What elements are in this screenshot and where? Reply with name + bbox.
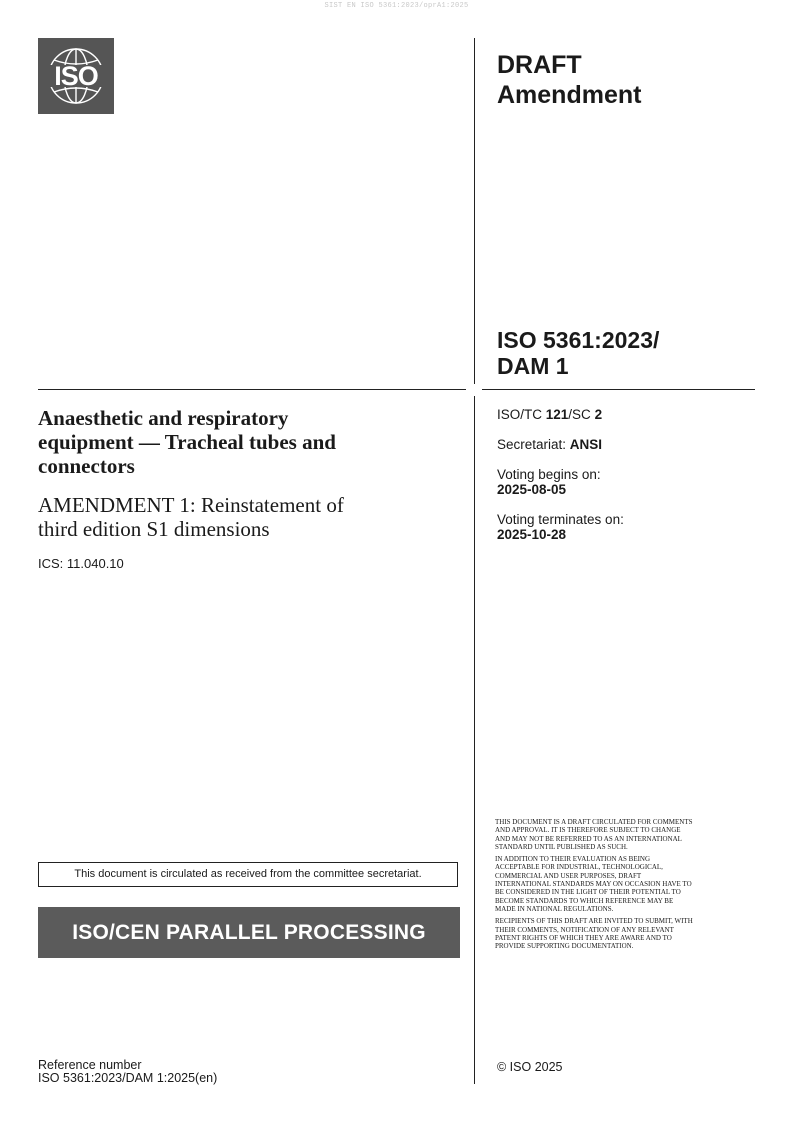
- copyright: © ISO 2025: [497, 1060, 563, 1074]
- sc-prefix: /SC: [568, 407, 595, 422]
- sc-number: 2: [594, 407, 603, 422]
- vertical-divider-bottom: [474, 396, 475, 1084]
- title-line: connectors: [38, 454, 135, 478]
- reference-number: [38, 1059, 217, 1085]
- tc-prefix: ISO/TC: [497, 407, 546, 422]
- iso-logo: [38, 38, 114, 114]
- amendment-title: [38, 493, 458, 541]
- draft-disclaimer: [495, 818, 695, 954]
- watermark: SIST EN ISO 5361:2023/oprA1:2025: [324, 2, 469, 10]
- document-title: [38, 406, 458, 478]
- voting-terminates: [497, 512, 624, 542]
- document-number-line2: DAM 1: [497, 353, 569, 379]
- ics-code: ICS: 11.040.10: [38, 556, 124, 571]
- title-line: equipment — Tracheal tubes and: [38, 430, 336, 454]
- draft-line: DRAFT: [497, 51, 582, 79]
- document-number: [497, 327, 757, 379]
- tc-number: 121: [545, 407, 569, 422]
- circulation-notice: This document is circulated as received from the committee secretariat.: [38, 862, 458, 887]
- disclaimer-paragraph: RECIPIENTS OF THIS DRAFT ARE INVITED TO SUBMIT, WITH THEIR COMMENTS, NOTIFICATION OF ANY RELEVANT PATENT RIGHTS OF WHICH THEY ARE AWARE AND TO PROVIDE SUPPORTING DOCUMENTATION.: [495, 917, 693, 951]
- secretariat-label: Secretariat:: [497, 437, 570, 452]
- reference-value: ISO 5361:2023/DAM 1:2025(en): [38, 1071, 218, 1085]
- amendment-title-line: third edition S1 dimensions: [38, 517, 270, 541]
- voting-begins-label: Voting begins on:: [497, 467, 601, 482]
- committee-info: [497, 407, 602, 422]
- parallel-processing-banner: ISO/CEN PARALLEL PROCESSING: [38, 907, 460, 958]
- amendment-line: Amendment: [497, 81, 642, 109]
- title-line: Anaesthetic and respiratory: [38, 406, 289, 430]
- secretariat-value: ANSI: [569, 437, 603, 452]
- vertical-divider-top: [474, 38, 475, 384]
- horizontal-divider-left: [38, 389, 466, 390]
- secretariat: [497, 437, 602, 452]
- document-number-line1: ISO 5361:2023/: [497, 327, 660, 353]
- voting-begins-date: 2025-08-05: [497, 482, 567, 497]
- disclaimer-paragraph: IN ADDITION TO THEIR EVALUATION AS BEING ACCEPTABLE FOR INDUSTRIAL, TECHNOLOGICAL, COMMERCIAL AND USER PURPOSES, DRAFT INTERNATIONAL STANDARDS MAY ON OCCASION HAVE TO BE CONSIDERED IN THE LIGHT OF THEIR POTENTIAL TO BECOME STANDARDS TO WHICH REFERENCE MAY BE MADE IN NATIONAL REGULATIONS.: [495, 855, 692, 913]
- horizontal-divider-right: [482, 389, 755, 390]
- draft-heading: [497, 50, 757, 110]
- disclaimer-paragraph: THIS DOCUMENT IS A DRAFT CIRCULATED FOR COMMENTS AND APPROVAL. IT IS THEREFORE SUBJECT TO CHANGE AND MAY NOT BE REFERRED TO AS AN INTERNATIONAL STANDARD UNTIL PUBLISHED AS SUCH.: [495, 818, 693, 851]
- reference-label: Reference number: [38, 1058, 142, 1072]
- amendment-title-line: AMENDMENT 1: Reinstatement of: [38, 493, 344, 517]
- voting-begins: [497, 467, 601, 497]
- voting-terminates-label: Voting terminates on:: [497, 512, 624, 527]
- svg-text:ISO: ISO: [54, 61, 98, 91]
- voting-terminates-date: 2025-10-28: [497, 527, 567, 542]
